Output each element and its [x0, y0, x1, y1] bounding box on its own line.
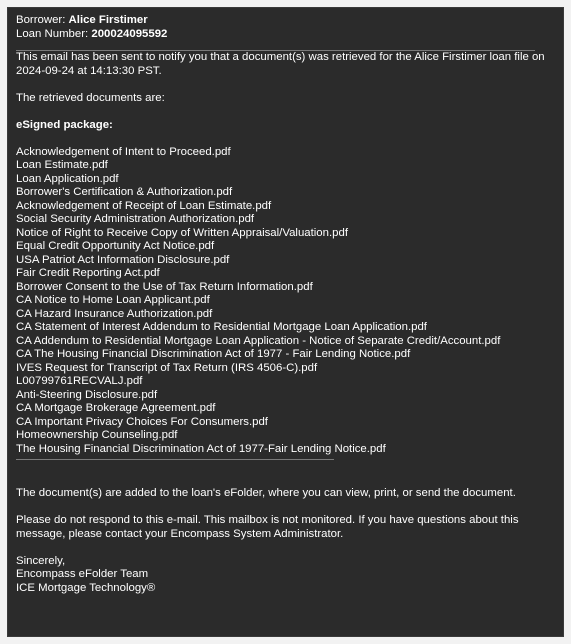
- document-list-item: Loan Application.pdf: [16, 172, 119, 185]
- document-list-item: Loan Estimate.pdf: [16, 159, 108, 171]
- document-list-item: Borrower Consent to the Use of Tax Return Information.pdf: [16, 280, 313, 293]
- signature-team: Encompass eFolder Team: [16, 568, 149, 580]
- document-list-item: CA The Housing Financial Discrimination Act of 1977 - Fair Lending Notice.pdf: [16, 348, 411, 360]
- borrower-label: Borrower:: [16, 14, 66, 26]
- document-list-item: CA Important Privacy Choices For Consumers.pdf: [16, 415, 268, 428]
- document-list: [16, 146, 555, 457]
- package-heading: [16, 119, 555, 133]
- document-list-item: Anti-Steering Disclosure.pdf: [16, 388, 158, 401]
- loan-number-label: Loan Number:: [16, 27, 89, 40]
- closing: Sincerely,: [16, 554, 66, 567]
- efolder-note: The document(s) are added to the loan's eFolder, where you can view, print, or send the document.: [16, 487, 516, 499]
- document-list-item: CA Statement of Interest Addendum to Residential Mortgage Loan Application.pdf: [16, 321, 427, 333]
- document-list-item: CA Mortgage Brokerage Agreement.pdf: [16, 402, 216, 414]
- document-list-item: Homeownership Counseling.pdf: [16, 429, 178, 441]
- document-list-item: CA Hazard Insurance Authorization.pdf: [16, 307, 213, 320]
- no-reply-note: Please do not respond to this e-mail. This mailbox is not monitored. If you have questions about this message, please contact your Encompass System Administrator.: [16, 514, 519, 540]
- package-heading-text: eSigned package:: [16, 118, 113, 131]
- document-list-item: Acknowledgement of Receipt of Loan Estimate.pdf: [16, 199, 272, 212]
- document-list-item: Acknowledgement of Intent to Proceed.pdf: [16, 145, 231, 158]
- document-list-item: CA Addendum to Residential Mortgage Loan Application - Notice of Separate Credit/Account.pdf: [16, 334, 501, 347]
- document-list-item: CA Notice to Home Loan Applicant.pdf: [16, 294, 210, 306]
- document-list-item: IVES Request for Transcript of Tax Return (IRS 4506-C).pdf: [16, 361, 318, 374]
- document-list-item: The Housing Financial Discrimination Act of 1977-Fair Lending Notice.pdf: [16, 442, 386, 455]
- document-list-item: Borrower's Certification & Authorization.pdf: [16, 186, 233, 198]
- document-list-item: Social Security Administration Authorization.pdf: [16, 213, 255, 225]
- document-list-item: USA Patriot Act Information Disclosure.pdf: [16, 253, 230, 266]
- intro-text: This email has been sent to notify you that a document(s) was retrieved for the Alice Firstimer loan file on 2024-09-24 at 14:13:30 PST.: [16, 51, 545, 77]
- retrieved-heading: The retrieved documents are:: [16, 91, 165, 104]
- borrower-name: Alice Firstimer: [68, 14, 148, 26]
- document-list-item: Notice of Right to Receive Copy of Written Appraisal/Valuation.pdf: [16, 226, 348, 239]
- loan-number-value: 200024095592: [91, 27, 168, 40]
- loan-number-line: [16, 28, 555, 42]
- email-body-panel: [7, 7, 564, 637]
- document-list-item: Fair Credit Reporting Act.pdf: [16, 267, 160, 279]
- borrower-line: [16, 14, 555, 28]
- document-list-item: L00799761RECVALJ.pdf: [16, 375, 143, 387]
- signature-company: ICE Mortgage Technology®: [16, 581, 156, 594]
- document-list-item: Equal Credit Opportunity Act Notice.pdf: [16, 240, 215, 252]
